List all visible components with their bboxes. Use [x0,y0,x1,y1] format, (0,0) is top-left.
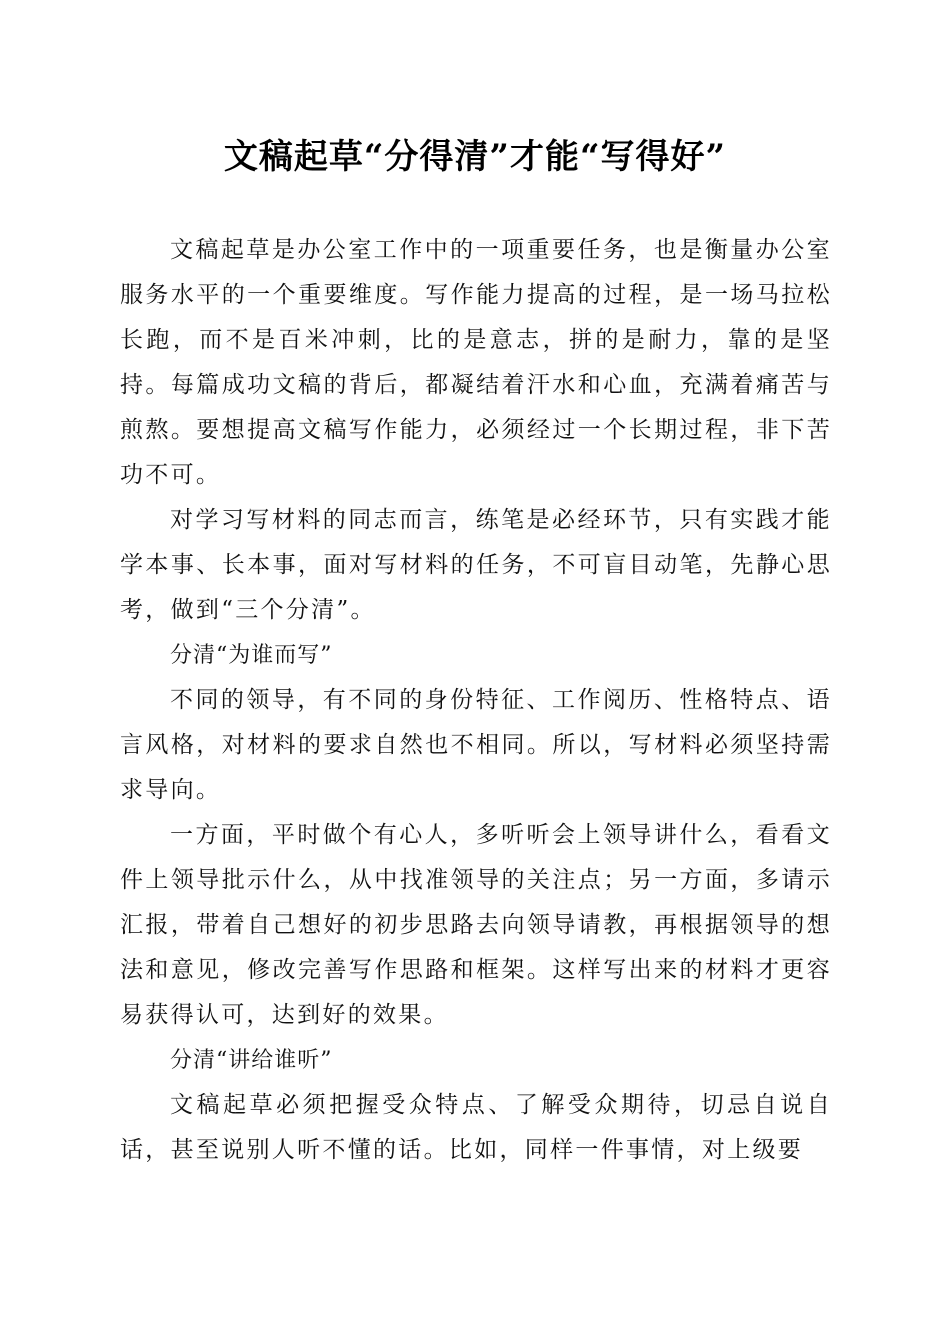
section-heading-audience: 分清“讲给谁听” [170,1048,333,1073]
document-body [120,228,832,1173]
document-title: 文稿起草“分得清”才能“写得好” [223,137,727,177]
paragraph-audience: 文稿起草必须把握受众特点、了解受众期待，切忌自说自话，甚至说别人听不懂的话。比如，同样一件事情，对上级要 [120,1092,832,1163]
paragraph-approach: 一方面，平时做个有心人，多听听会上领导讲什么，看看文件上领导批示什么，从中找准领导的关注点；另一方面，多请示汇报，带着自己想好的初步思路去向领导请教，再根据领导的想法和意见，修改完善写作思路和框架。这样写出来的材料才更容易获得认可，达到好的效果。 [120,822,832,1028]
paragraph-leader-needs: 不同的领导，有不同的身份特征、工作阅历、性格特点、语言风格，对材料的要求自然也不相同。所以，写材料必须坚持需求导向。 [120,687,832,803]
paragraph-three-distinctions: 对学习写材料的同志而言，练笔是必经环节，只有实践才能学本事、长本事，面对写材料的任务，不可盲目动笔，先静心思考，做到“三个分清”。 [120,507,832,623]
section-heading-for-whom: 分清“为谁而写” [170,643,333,668]
paragraph-intro: 文稿起草是办公室工作中的一项重要任务，也是衡量办公室服务水平的一个重要维度。写作能力提高的过程，是一场马拉松长跑，而不是百米冲刺，比的是意志，拼的是耐力，靠的是坚持。每篇成功文稿的背后，都凝结着汗水和心血，充满着痛苦与煎熬。要想提高文稿写作能力，必须经过一个长期过程，非下苦功不可。 [120,237,832,488]
